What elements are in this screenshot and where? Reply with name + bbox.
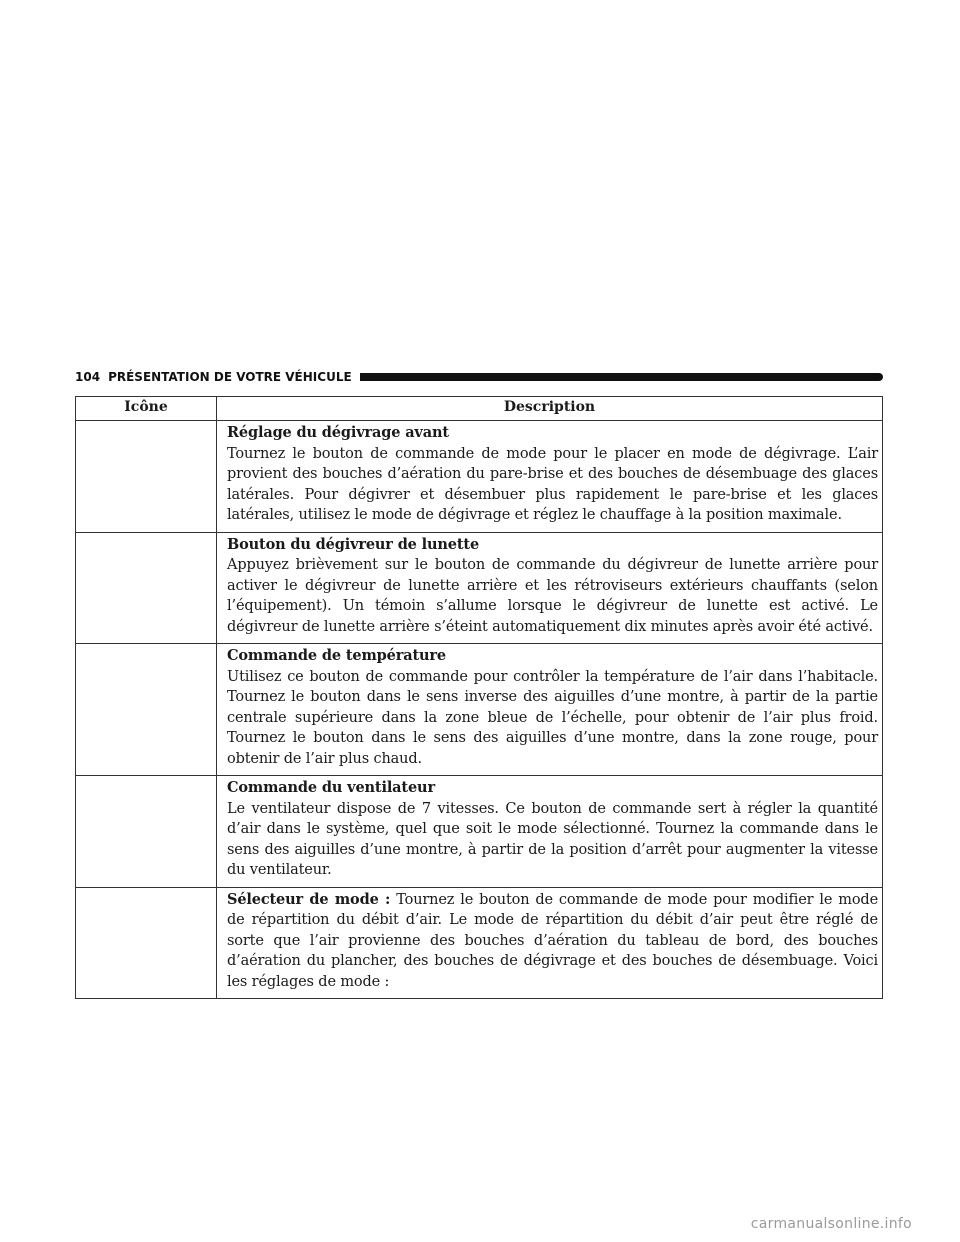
row-body: Appuyez brièvement sur le bouton de commande du dégivreur de lunette arrière pour activer le dégivreur de lunette arrière et les rétroviseurs extérieurs chauffants (selon l’équipement). Un témoin s’allume lorsque le dégivreur de lunette est activé. Le dégivreur de lunette arrière s’éteint automatiquement dix minutes après avoir été activé. xyxy=(227,557,878,635)
description-cell xyxy=(217,644,883,776)
watermark: carmanualsonline.info xyxy=(750,1216,912,1232)
row-title: Réglage du dégivrage avant xyxy=(227,424,449,441)
row-title: Bouton du dégivreur de lunette xyxy=(227,535,480,553)
mode-selector-icon-cell xyxy=(76,887,217,999)
description-cell xyxy=(217,776,883,888)
row-body: Tournez le bouton de commande de mode pour le placer en mode de dégivrage. L’air provient des bouches d’aération du pare-brise et des bouches de désembuage des glaces latérales. Pour dégivrer et désembuer plus rapidement le pare-brise et les glaces latérales, utilisez le mode de dégivrage et réglez le chauffage à la position maximale. xyxy=(227,445,878,523)
header-rule xyxy=(360,373,883,381)
column-header-description: Description xyxy=(217,397,883,421)
page-number: 104 xyxy=(75,370,101,384)
table-row xyxy=(76,776,883,888)
table-row xyxy=(76,644,883,776)
table-row xyxy=(76,532,883,644)
row-body: Le ventilateur dispose de 7 vitesses. Ce bouton de commande sert à régler la quantité d’air dans le système, quel que soit le mode sélectionné. Tournez la commande dans le sens des aiguilles d’une montre, à partir de la position d’arrêt pour augmenter la vitesse du ventilateur. xyxy=(227,800,878,878)
row-body-inline xyxy=(227,890,878,993)
table-row xyxy=(76,421,883,533)
description-cell xyxy=(217,532,883,644)
rear-defrost-icon-cell xyxy=(76,532,217,644)
controls-table xyxy=(75,396,883,999)
table-header-row xyxy=(76,397,883,421)
page-header xyxy=(75,366,883,388)
blower-icon-cell xyxy=(76,776,217,888)
row-body: Utilisez ce bouton de commande pour contrôler la température de l’air dans l’habitacle. Tournez le bouton dans le sens inverse des aiguilles d’une montre, à partir de la partie centrale supérieure dans la zone bleue de l’échelle, pour obtenir de l’air plus froid. Tournez le bouton dans le sens des aiguilles d’une montre, dans la zone rouge, pour obtenir de l’air plus chaud. xyxy=(227,668,878,767)
table-row xyxy=(76,887,883,999)
section-title: PRÉSENTATION DE VOTRE VÉHICULE xyxy=(108,370,352,384)
row-body: Tournez le bouton de commande de mode pour modifier le mode de répartition du débit d’air. Le mode de répartition du débit d’air peut être réglé de sorte que l’air provienne des bouches d’aération du tableau de bord, des bouches d’aération du plancher, des bouches de dégivrage et des bouches de désembuage. Voici les réglages de mode : xyxy=(227,891,878,990)
column-header-icon: Icône xyxy=(76,397,217,421)
row-title: Sélecteur de mode : xyxy=(227,890,391,908)
row-title: Commande du ventilateur xyxy=(227,779,435,796)
description-cell xyxy=(217,421,883,533)
description-cell xyxy=(217,887,883,999)
front-defrost-icon-cell xyxy=(76,421,217,533)
row-title: Commande de température xyxy=(227,647,446,664)
temperature-icon-cell xyxy=(76,644,217,776)
